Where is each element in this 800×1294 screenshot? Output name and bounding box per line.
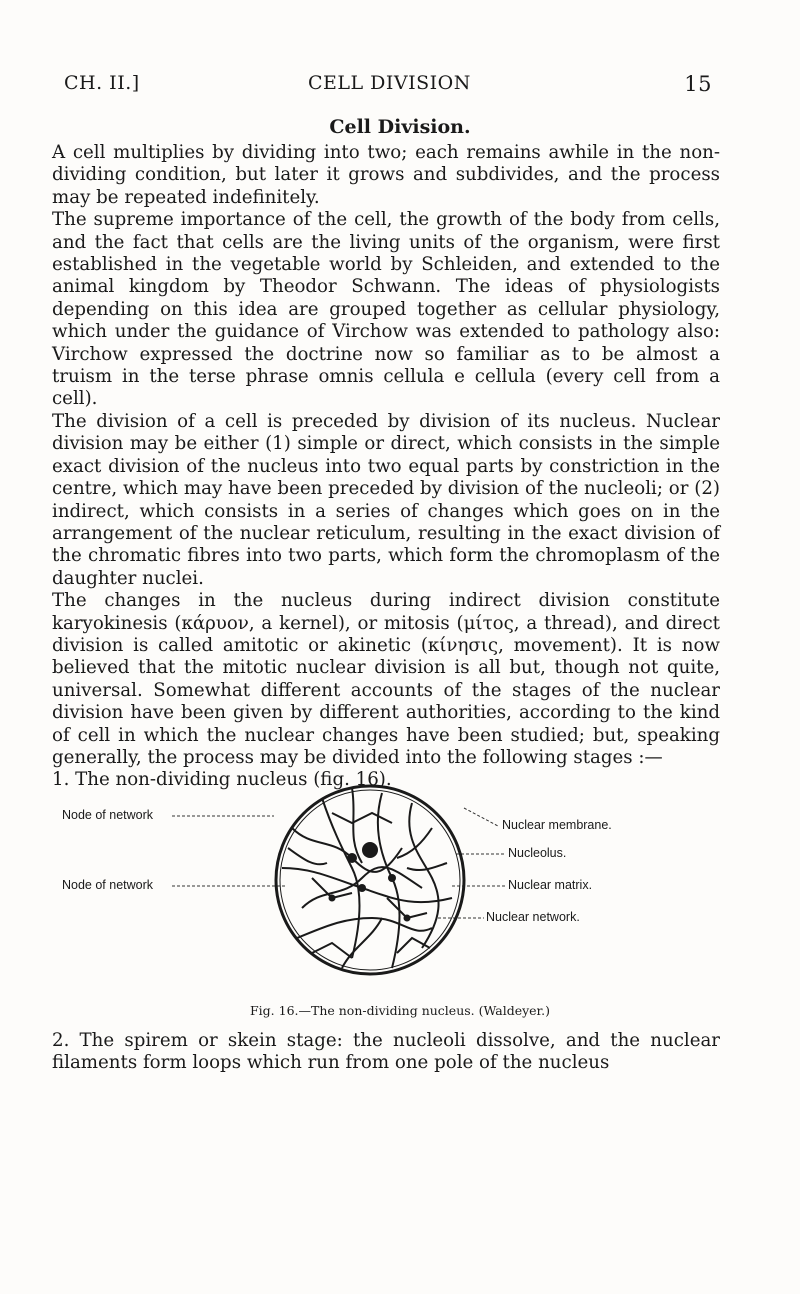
running-title: CELL DIVISION xyxy=(308,72,471,94)
paragraph: The changes in the nucleus during indirect division constitute karyokinesis (κάρυον, a kernel), or mitosis (μίτος, a thread), and direct division is called amitotic or akinetic (κίνησις, movement). It is now believed that the mitotic nuclear division is all but, though not quite, universal. Somewhat different accounts of the stages of the nuclear division have been given by different authorities, according to the kind of cell in which the nuclear changes have been studied; but, speaking generally, the process may be divided into the following stages :— xyxy=(52,590,720,768)
paragraph: 1. The non-dividing nucleus (fig. 16). xyxy=(52,769,392,791)
page-number: 15 xyxy=(684,72,712,96)
label-node-of-network-1: Node of network xyxy=(62,808,154,822)
paragraph: A cell multiplies by dividing into two; each remains awhile in the non-dividing condition, but later it grows and subdivides, and the process may be repeated indefinitely. xyxy=(52,142,720,208)
chapter-label: CH. II.] xyxy=(64,72,140,94)
paragraph: The division of a cell is preceded by division of its nucleus. Nuclear division may be either (1) simple or direct, which consists in the simple exact division of the nucleus into two equal parts by constriction in the centre, which may have been preceded by division of the nucleoli; or (2) indirect, which consists in a series of changes which goes on in the arrangement of the nuclear reticulum, resulting in the exact division of the chromatic fibres into two parts, which form the chromoplasm of the daughter nuclei. xyxy=(52,410,720,589)
continuation-text xyxy=(52,1030,720,1075)
body-text xyxy=(52,142,720,792)
label-node-of-network-2: Node of network xyxy=(62,878,154,892)
figure-caption: Fig. 16.—The non-dividing nucleus. (Waldeyer.) xyxy=(250,1003,550,1018)
label-nuclear-membrane: Nuclear membrane. xyxy=(502,818,612,832)
label-nuclear-network: Nuclear network. xyxy=(486,910,580,924)
paragraph: The supreme importance of the cell, the growth of the body from cells, and the fact that cells are the living units of the organism, were first established in the vegetable world by Schleiden, and extended to the animal kingdom by Theodor Schwann. The ideas of physiologists depending on this idea are grouped together as cellular physiology, which under the guidance of Virchow was extended to pathology also: Virchow expressed the doctrine now so familiar as to be almost a truism in the terse phrase omnis cellula e cellula (every cell from a cell). xyxy=(52,209,720,410)
label-nucleolus: Nucleolus. xyxy=(508,846,567,860)
running-header xyxy=(64,72,712,102)
paragraph: 2. The spirem or skein stage: the nucleoli dissolve, and the nuclear filaments form loops which run from one pole of the nucleus xyxy=(52,1030,720,1074)
label-nuclear-matrix: Nuclear matrix. xyxy=(508,878,593,892)
figure-nucleus xyxy=(52,768,720,998)
section-title: Cell Division. xyxy=(329,116,471,138)
